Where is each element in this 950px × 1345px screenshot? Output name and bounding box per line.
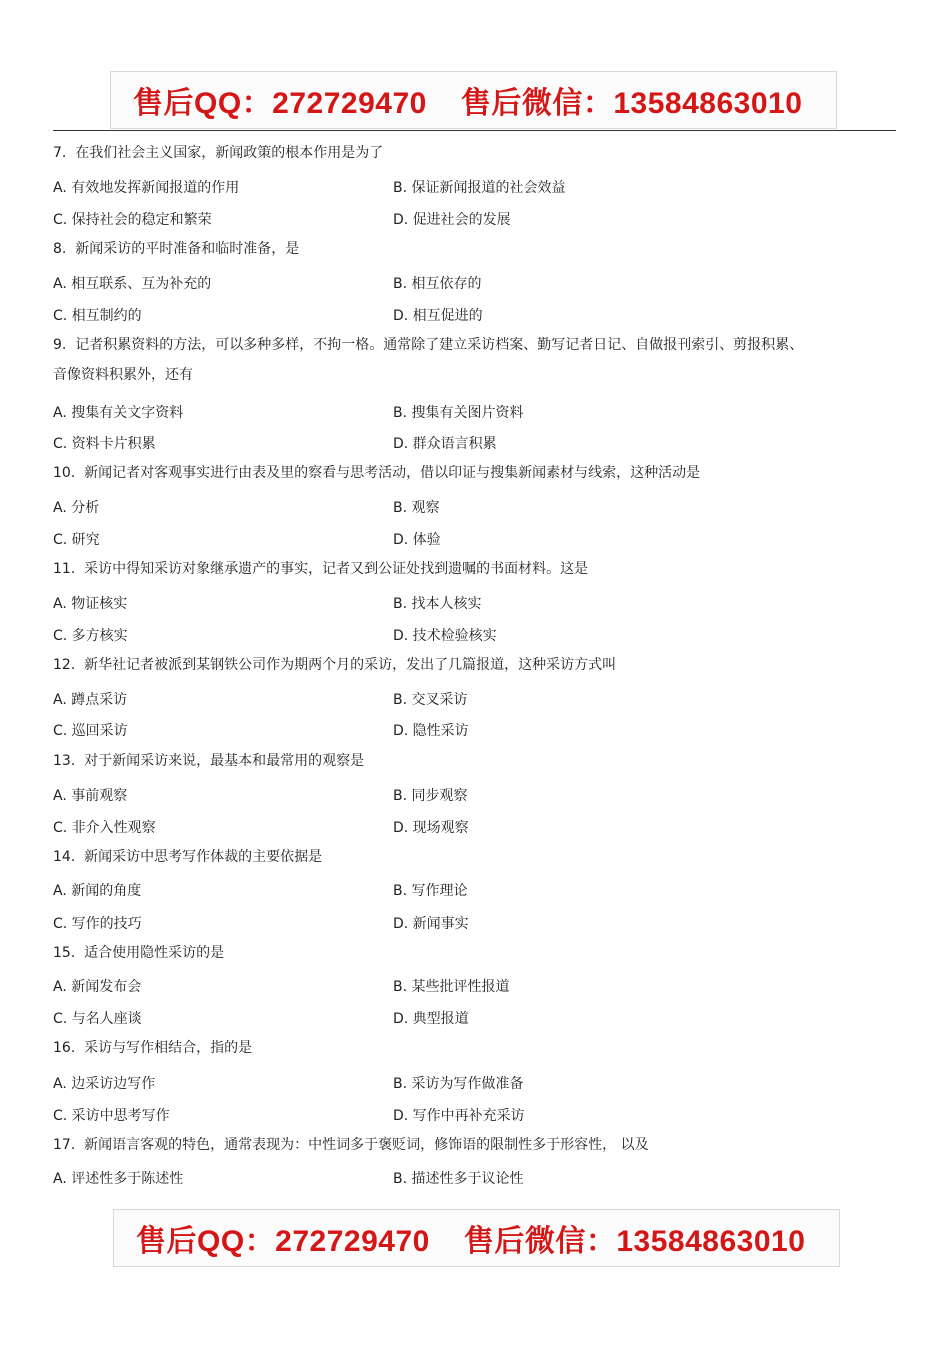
option-a: A. 搜集有关文字资料 bbox=[53, 405, 184, 421]
option-c: C. 巡回采访 bbox=[53, 723, 128, 739]
option-c: C. 采访中思考写作 bbox=[53, 1108, 170, 1124]
option-d: D. 体验 bbox=[393, 532, 441, 548]
option-b: B. 找本人核实 bbox=[393, 596, 482, 612]
option-d: D. 相互促进的 bbox=[393, 308, 483, 324]
option-d: D. 典型报道 bbox=[393, 1011, 469, 1027]
option-a: A. 蹲点采访 bbox=[53, 692, 128, 708]
question-11: 11. 采访中得知采访对象继承遗产的事实，记者又到公证处找到遗嘱的书面材料。这是 bbox=[53, 561, 589, 577]
option-a: A. 新闻发布会 bbox=[53, 979, 142, 995]
option-a: A. 有效地发挥新闻报道的作用 bbox=[53, 180, 240, 196]
question-15: 15. 适合使用隐性采访的是 bbox=[53, 945, 225, 961]
option-a: A. 分析 bbox=[53, 500, 100, 516]
option-b: B. 写作理论 bbox=[393, 883, 468, 899]
option-b: B. 描述性多于议论性 bbox=[393, 1171, 524, 1187]
option-b: B. 相互依存的 bbox=[393, 276, 482, 292]
question-8: 8. 新闻采访的平时准备和临时准备，是 bbox=[53, 241, 300, 257]
option-c: C. 写作的技巧 bbox=[53, 916, 142, 932]
option-b: B. 观察 bbox=[393, 500, 440, 516]
option-d: D. 技术检验核实 bbox=[393, 628, 497, 644]
option-c: C. 保持社会的稳定和繁荣 bbox=[53, 212, 212, 228]
option-c: C. 非介入性观察 bbox=[53, 820, 156, 836]
question-7: 7. 在我们社会主义国家，新闻政策的根本作用是为了 bbox=[53, 145, 384, 161]
question-14: 14. 新闻采访中思考写作体裁的主要依据是 bbox=[53, 849, 323, 865]
option-d: D. 现场观察 bbox=[393, 820, 469, 836]
option-a: A. 新闻的角度 bbox=[53, 883, 142, 899]
option-b: B. 某些批评性报道 bbox=[393, 979, 510, 995]
option-d: D. 新闻事实 bbox=[393, 916, 469, 932]
banner-wechat-text: 售后微信：13584863010 bbox=[463, 1225, 806, 1258]
banner-qq-text: 售后QQ：272729470 bbox=[136, 1225, 430, 1258]
header-banner bbox=[110, 71, 837, 129]
option-c: C. 与名人座谈 bbox=[53, 1011, 142, 1027]
option-c: C. 研究 bbox=[53, 532, 100, 548]
option-d: D. 促进社会的发展 bbox=[393, 212, 511, 228]
footer-banner bbox=[113, 1209, 840, 1267]
option-d: D. 群众语言积累 bbox=[393, 436, 497, 452]
question-17: 17. 新闻语言客观的特色，通常表现为：中性词多于褒贬词，修饰语的限制性多于形容性， 以及 bbox=[53, 1137, 649, 1153]
option-b: B. 保证新闻报道的社会效益 bbox=[393, 180, 566, 196]
option-d: D. 隐性采访 bbox=[393, 723, 469, 739]
question-16: 16. 采访与写作相结合，指的是 bbox=[53, 1040, 253, 1056]
option-d: D. 写作中再补充采访 bbox=[393, 1108, 525, 1124]
question-13: 13. 对于新闻采访来说，最基本和最常用的观察是 bbox=[53, 753, 365, 769]
option-b: B. 交叉采访 bbox=[393, 692, 468, 708]
option-b: B. 搜集有关图片资料 bbox=[393, 405, 524, 421]
option-b: B. 同步观察 bbox=[393, 788, 468, 804]
option-a: A. 评述性多于陈述性 bbox=[53, 1171, 184, 1187]
option-b: B. 采访为写作做准备 bbox=[393, 1076, 524, 1092]
option-c: C. 多方核实 bbox=[53, 628, 128, 644]
option-c: C. 相互制约的 bbox=[53, 308, 142, 324]
option-a: A. 物证核实 bbox=[53, 596, 128, 612]
question-9: 9. 记者积累资料的方法，可以多种多样，不拘一格。通常除了建立采访档案、勤写记者日记、自做报刊索引、剪报积累、音像资料积累外，还有 bbox=[53, 337, 804, 383]
option-a: A. 事前观察 bbox=[53, 788, 128, 804]
option-c: C. 资料卡片积累 bbox=[53, 436, 156, 452]
question-12: 12. 新华社记者被派到某钢铁公司作为期两个月的采访，发出了几篇报道，这种采访方式叫 bbox=[53, 657, 617, 673]
banner-qq-text: 售后QQ：272729470 bbox=[133, 87, 427, 120]
header-divider bbox=[53, 130, 896, 131]
option-a: A. 边采访边写作 bbox=[53, 1076, 156, 1092]
question-10: 10. 新闻记者对客观事实进行由表及里的察看与思考活动，借以印证与搜集新闻素材与线索，这种活动是 bbox=[53, 465, 701, 481]
banner-wechat-text: 售后微信：13584863010 bbox=[460, 87, 803, 120]
option-a: A. 相互联系、互为补充的 bbox=[53, 276, 212, 292]
